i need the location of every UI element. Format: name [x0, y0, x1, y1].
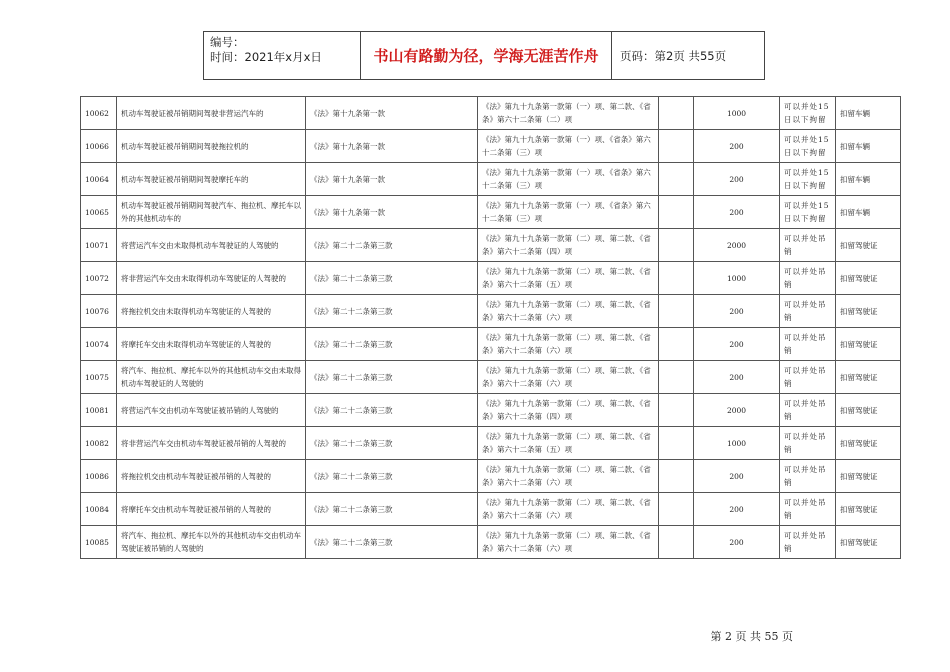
- punishment-basis: 《法》第九十九条第一款第（一）项、《省条》第六十二条第（三）项: [478, 130, 659, 163]
- violation-description: 机动车驾驶证被吊销期间驾驶拖拉机的: [117, 130, 306, 163]
- additional-penalty: 可以并处吊销: [780, 493, 836, 526]
- punishment-basis: 《法》第九十九条第一款第（二）项、第二款、《省条》第六十二条第（六）项: [478, 361, 659, 394]
- violation-description: 将非营运汽车交由机动车驾驶证被吊销的人驾驶的: [117, 427, 306, 460]
- table-row: [81, 526, 901, 559]
- enforcement-measure: 扣留驾驶证: [836, 460, 901, 493]
- violation-code: 10072: [81, 262, 117, 295]
- violation-description: 将汽车、拖拉机、摩托车以外的其他机动车交由未取得机动车驾驶证的人驾驶的: [117, 361, 306, 394]
- legal-basis: 《法》第二十二条第三款: [306, 229, 478, 262]
- punishment-basis: 《法》第九十九条第一款第（二）项、第二款、《省条》第六十二条第（六）项: [478, 328, 659, 361]
- blank-cell: [659, 295, 694, 328]
- enforcement-measure: 扣留车辆: [836, 130, 901, 163]
- additional-penalty: 可以并处吊销: [780, 394, 836, 427]
- table-row: [81, 97, 901, 130]
- additional-penalty: 可以并处吊销: [780, 295, 836, 328]
- violation-description: 将摩托车交由机动车驾驶证被吊销的人驾驶的: [117, 493, 306, 526]
- punishment-basis: 《法》第九十九条第一款第（二）项、第二款、《省条》第六十二条第（四）项: [478, 394, 659, 427]
- enforcement-measure: 扣留驾驶证: [836, 361, 901, 394]
- legal-basis: 《法》第二十二条第三款: [306, 526, 478, 559]
- blank-cell: [659, 163, 694, 196]
- additional-penalty: 可以并处吊销: [780, 328, 836, 361]
- blank-cell: [659, 361, 694, 394]
- legal-basis: 《法》第十九条第一款: [306, 130, 478, 163]
- blank-cell: [659, 262, 694, 295]
- table-row: [81, 196, 901, 229]
- blank-cell: [659, 493, 694, 526]
- fine-amount: 1000: [694, 427, 780, 460]
- enforcement-measure: 扣留驾驶证: [836, 526, 901, 559]
- blank-cell: [659, 526, 694, 559]
- header-meta: [204, 32, 361, 79]
- violation-description: 机动车驾驶证被吊销期间驾驶汽车、拖拉机、摩托车以外的其他机动车的: [117, 196, 306, 229]
- enforcement-measure: 扣留驾驶证: [836, 427, 901, 460]
- enforcement-measure: 扣留驾驶证: [836, 262, 901, 295]
- fine-amount: 200: [694, 361, 780, 394]
- violation-description: 将汽车、拖拉机、摩托车以外的其他机动车交由机动车驾驶证被吊销的人驾驶的: [117, 526, 306, 559]
- page-footer: 第 2 页 共 55 页: [710, 630, 793, 643]
- punishment-basis: 《法》第九十九条第一款第（二）项、第二款、《省条》第六十二条第（六）项: [478, 460, 659, 493]
- additional-penalty: 可以并处吊销: [780, 229, 836, 262]
- table-row: [81, 427, 901, 460]
- punishment-basis: 《法》第九十九条第一款第（二）项、第二款、《省条》第六十二条第（六）项: [478, 526, 659, 559]
- violation-code: 10074: [81, 328, 117, 361]
- violation-description: 将非营运汽车交由未取得机动车驾驶证的人驾驶的: [117, 262, 306, 295]
- legal-basis: 《法》第二十二条第三款: [306, 328, 478, 361]
- legal-basis: 《法》第二十二条第三款: [306, 427, 478, 460]
- punishment-basis: 《法》第九十九条第一款第（二）项、第二款、《省条》第六十二条第（六）项: [478, 493, 659, 526]
- table-row: [81, 493, 901, 526]
- blank-cell: [659, 460, 694, 493]
- enforcement-measure: 扣留车辆: [836, 97, 901, 130]
- fine-amount: 200: [694, 295, 780, 328]
- header-motto: 书山有路勤为径，学海无涯苦作舟: [361, 32, 612, 79]
- blank-cell: [659, 130, 694, 163]
- violation-code: 10085: [81, 526, 117, 559]
- blank-cell: [659, 97, 694, 130]
- legal-basis: 《法》第二十二条第三款: [306, 262, 478, 295]
- punishment-basis: 《法》第九十九条第一款第（一）项、第二款、《省条》第六十二条第（二）项: [478, 97, 659, 130]
- punishment-basis: 《法》第九十九条第一款第（二）项、第二款、《省条》第六十二条第（五）项: [478, 262, 659, 295]
- table-row: [81, 328, 901, 361]
- blank-cell: [659, 427, 694, 460]
- fine-amount: 2000: [694, 394, 780, 427]
- fine-amount: 200: [694, 460, 780, 493]
- fine-amount: 2000: [694, 229, 780, 262]
- violation-code: 10062: [81, 97, 117, 130]
- table-row: [81, 262, 901, 295]
- enforcement-measure: 扣留驾驶证: [836, 493, 901, 526]
- violation-description: 机动车驾驶证被吊销期间驾驶摩托车的: [117, 163, 306, 196]
- enforcement-measure: 扣留车辆: [836, 163, 901, 196]
- punishment-basis: 《法》第九十九条第一款第（一）项、《省条》第六十二条第（三）项: [478, 163, 659, 196]
- legal-basis: 《法》第十九条第一款: [306, 196, 478, 229]
- fine-amount: 200: [694, 493, 780, 526]
- enforcement-measure: 扣留驾驶证: [836, 328, 901, 361]
- fine-amount: 1000: [694, 262, 780, 295]
- punishment-basis: 《法》第九十九条第一款第（二）项、第二款、《省条》第六十二条第（六）项: [478, 295, 659, 328]
- legal-basis: 《法》第二十二条第三款: [306, 295, 478, 328]
- violation-code: 10075: [81, 361, 117, 394]
- violation-code: 10084: [81, 493, 117, 526]
- additional-penalty: 可以并处吊销: [780, 361, 836, 394]
- additional-penalty: 可以并处吊销: [780, 460, 836, 493]
- table-row: [81, 130, 901, 163]
- additional-penalty: 可以并处15日以下拘留: [780, 163, 836, 196]
- additional-penalty: 可以并处15日以下拘留: [780, 196, 836, 229]
- table-row: [81, 394, 901, 427]
- blank-cell: [659, 229, 694, 262]
- additional-penalty: 可以并处15日以下拘留: [780, 130, 836, 163]
- document-number-label: 编号：: [210, 35, 245, 49]
- blank-cell: [659, 394, 694, 427]
- legal-basis: 《法》第十九条第一款: [306, 163, 478, 196]
- header-page-label: 页码：第2页 共55页: [620, 48, 727, 63]
- enforcement-measure: 扣留驾驶证: [836, 229, 901, 262]
- violation-table: [80, 96, 901, 559]
- table-row: [81, 460, 901, 493]
- table-row: [81, 295, 901, 328]
- additional-penalty: 可以并处吊销: [780, 262, 836, 295]
- violation-description: 将拖拉机交由未取得机动车驾驶证的人驾驶的: [117, 295, 306, 328]
- violation-description: 将摩托车交由未取得机动车驾驶证的人驾驶的: [117, 328, 306, 361]
- blank-cell: [659, 196, 694, 229]
- document-time-label: 时间：2021年x月x日: [210, 50, 322, 64]
- blank-cell: [659, 328, 694, 361]
- enforcement-measure: 扣留车辆: [836, 196, 901, 229]
- fine-amount: 200: [694, 130, 780, 163]
- violation-code: 10081: [81, 394, 117, 427]
- fine-amount: 200: [694, 526, 780, 559]
- violation-description: 将营运汽车交由未取得机动车驾驶证的人驾驶的: [117, 229, 306, 262]
- legal-basis: 《法》第二十二条第三款: [306, 460, 478, 493]
- violation-code: 10071: [81, 229, 117, 262]
- violation-code: 10082: [81, 427, 117, 460]
- table-row: [81, 229, 901, 262]
- violation-code: 10065: [81, 196, 117, 229]
- legal-basis: 《法》第二十二条第三款: [306, 361, 478, 394]
- punishment-basis: 《法》第九十九条第一款第（二）项、第二款、《省条》第六十二条第（五）项: [478, 427, 659, 460]
- legal-basis: 《法》第十九条第一款: [306, 97, 478, 130]
- enforcement-measure: 扣留驾驶证: [836, 295, 901, 328]
- fine-amount: 200: [694, 163, 780, 196]
- fine-amount: 200: [694, 328, 780, 361]
- table-row: [81, 163, 901, 196]
- violation-code: 10086: [81, 460, 117, 493]
- enforcement-measure: 扣留驾驶证: [836, 394, 901, 427]
- violation-code: 10076: [81, 295, 117, 328]
- additional-penalty: 可以并处吊销: [780, 526, 836, 559]
- violation-description: 将营运汽车交由机动车驾驶证被吊销的人驾驶的: [117, 394, 306, 427]
- additional-penalty: 可以并处15日以下拘留: [780, 97, 836, 130]
- fine-amount: 1000: [694, 97, 780, 130]
- violation-description: 将拖拉机交由机动车驾驶证被吊销的人驾驶的: [117, 460, 306, 493]
- legal-basis: 《法》第二十二条第三款: [306, 493, 478, 526]
- punishment-basis: 《法》第九十九条第一款第（二）项、第二款、《省条》第六十二条第（四）项: [478, 229, 659, 262]
- additional-penalty: 可以并处吊销: [780, 427, 836, 460]
- violation-code: 10066: [81, 130, 117, 163]
- fine-amount: 200: [694, 196, 780, 229]
- page-header: [203, 31, 765, 80]
- violation-description: 机动车驾驶证被吊销期间驾驶非营运汽车的: [117, 97, 306, 130]
- punishment-basis: 《法》第九十九条第一款第（一）项、《省条》第六十二条第（三）项: [478, 196, 659, 229]
- table-row: [81, 361, 901, 394]
- legal-basis: 《法》第二十二条第三款: [306, 394, 478, 427]
- violation-code: 10064: [81, 163, 117, 196]
